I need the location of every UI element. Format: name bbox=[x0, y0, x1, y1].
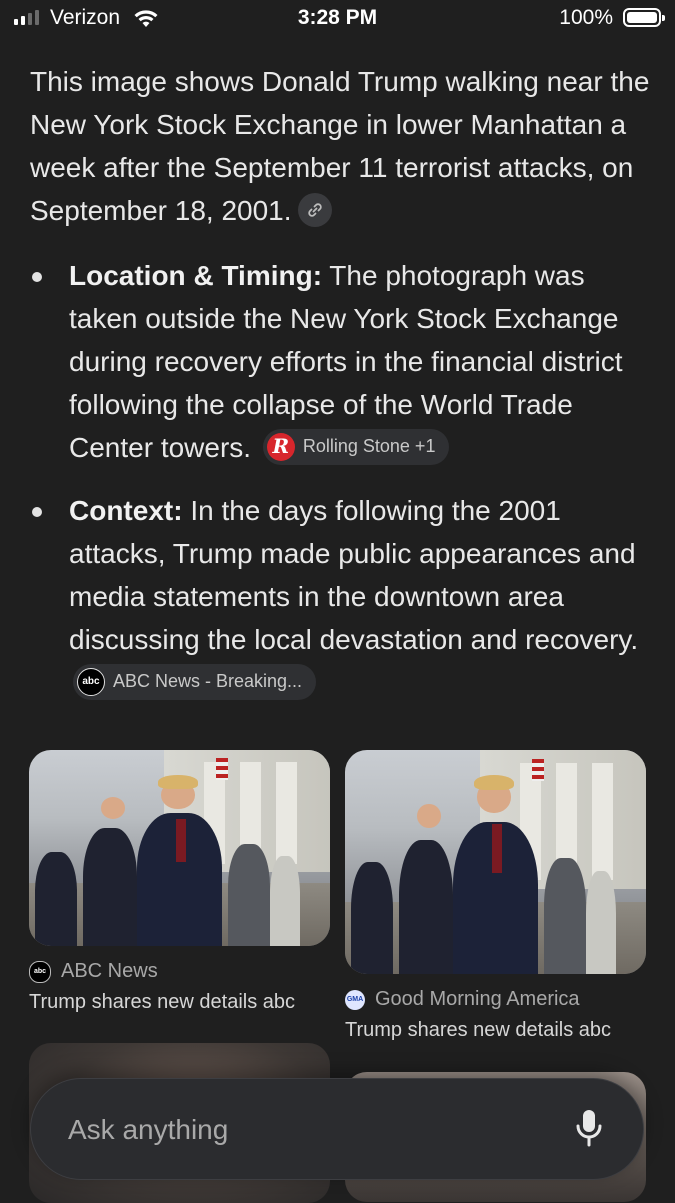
answer-lead-text: This image shows Donald Trump walking near the New York Stock Exchange in lower Manhattan a week after the September 11 terrorist attacks, on September 18, 2001. bbox=[30, 66, 650, 226]
answer-bullets bbox=[30, 254, 650, 704]
result-caption[interactable]: Trump shares new details abc bbox=[29, 991, 296, 1013]
battery-percentage: 100% bbox=[559, 6, 613, 29]
source-chip-label: ABC News - Breaking... bbox=[113, 671, 303, 692]
result-source-name: ABC News bbox=[61, 960, 158, 982]
status-bar bbox=[0, 0, 675, 40]
link-chip[interactable] bbox=[298, 193, 332, 227]
bullet-title: Context: bbox=[69, 495, 183, 526]
ask-input-bar[interactable] bbox=[30, 1078, 644, 1180]
source-chip-label: Rolling Stone +1 bbox=[302, 436, 436, 457]
result-caption[interactable]: Trump shares new details abc bbox=[345, 1019, 612, 1041]
image-result-card[interactable] bbox=[29, 750, 330, 1014]
bullet-context bbox=[30, 489, 650, 704]
source-chip-abc-news[interactable] bbox=[73, 664, 316, 700]
bullet-dot bbox=[32, 507, 42, 517]
microphone-icon[interactable] bbox=[575, 1109, 603, 1149]
result-source[interactable] bbox=[29, 960, 330, 983]
result-source[interactable] bbox=[345, 988, 646, 1011]
bullet-location-timing bbox=[30, 254, 650, 469]
result-photo[interactable] bbox=[345, 750, 646, 974]
clock: 3:28 PM bbox=[297, 6, 378, 29]
answer-content bbox=[30, 60, 650, 724]
link-icon bbox=[306, 201, 324, 219]
bullet-text: In the days following the 2001 attacks, Trump made public appearances and media statements in the downtown area discussing the local devastation and recovery. bbox=[69, 495, 639, 655]
image-result-card[interactable] bbox=[345, 750, 646, 1042]
source-chip-rolling-stone[interactable] bbox=[263, 429, 450, 465]
battery-icon bbox=[623, 8, 661, 27]
good-morning-america-logo-icon: GMA bbox=[345, 990, 365, 1010]
bullet-text: The photograph was taken outside the New York Stock Exchange during recovery efforts in the financial district following the collapse of the World Trade Center towers. bbox=[69, 260, 623, 463]
abc-news-logo-icon: abc bbox=[29, 961, 51, 983]
carrier-name: Verizon bbox=[50, 6, 121, 29]
rolling-stone-logo-icon: R bbox=[267, 433, 295, 461]
result-source-name: Good Morning America bbox=[375, 988, 580, 1010]
bullet-title: Location & Timing: bbox=[69, 260, 323, 291]
ask-input[interactable]: Ask anything bbox=[68, 1114, 229, 1145]
result-photo[interactable] bbox=[29, 750, 330, 946]
bullet-dot bbox=[32, 272, 42, 282]
abc-news-logo-icon: abc bbox=[77, 668, 105, 696]
answer-lead bbox=[30, 60, 650, 232]
